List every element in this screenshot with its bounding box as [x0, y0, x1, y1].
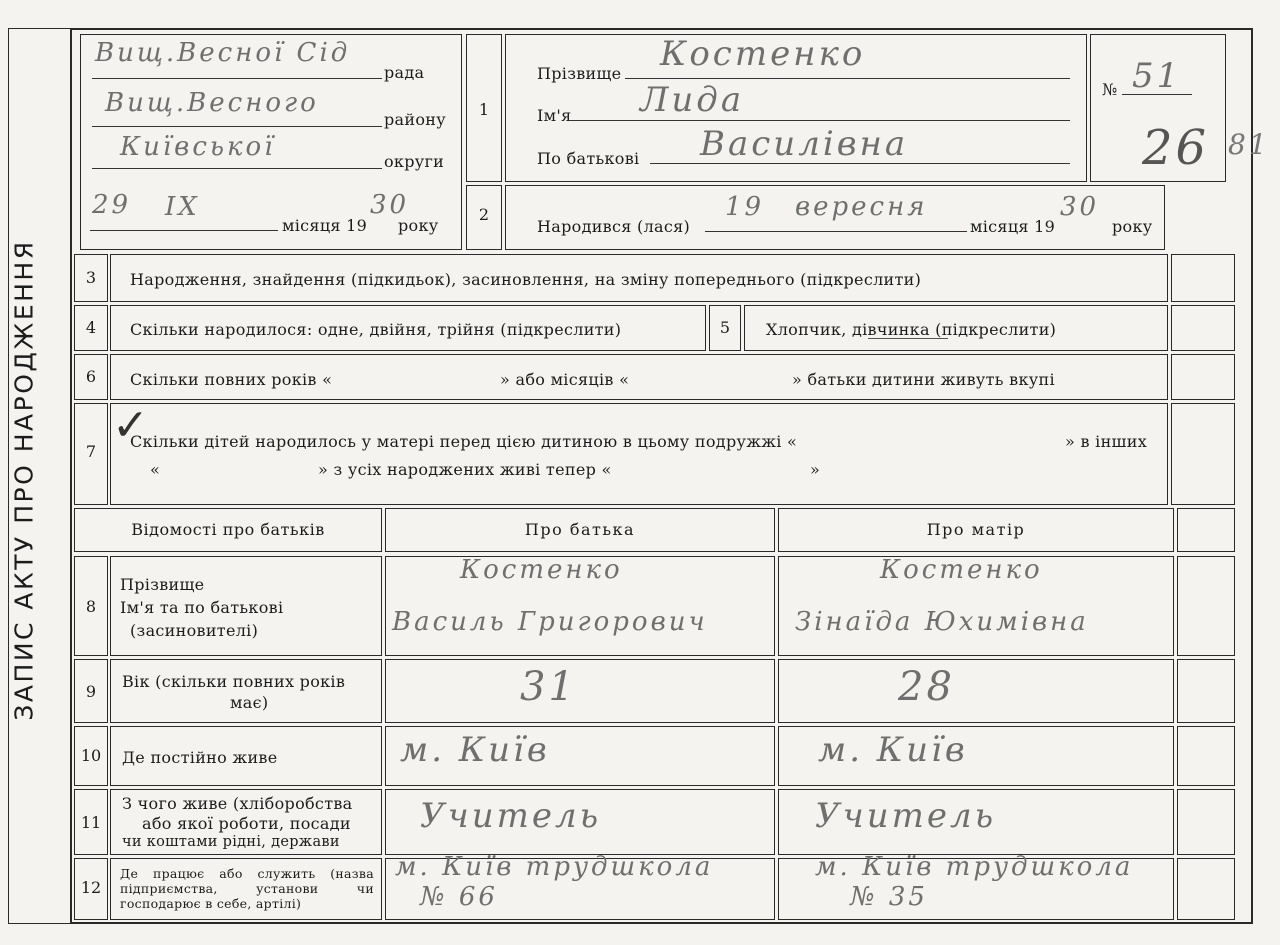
header-father: Про батька	[524, 520, 636, 539]
month-label: місяця 19	[282, 216, 368, 235]
row5-text: Хлопчик, дівчинка (підкреслити)	[766, 320, 1057, 339]
row11-father-occupation: Учитель	[420, 796, 602, 836]
born-month-value: вересня	[795, 192, 928, 222]
header-mother: Про матір	[926, 520, 1026, 539]
born-day-value: 19	[725, 192, 765, 222]
row9-mother-box	[778, 659, 1174, 723]
margin-box-h	[1177, 508, 1235, 552]
row11-num: 11	[80, 813, 102, 832]
row6-text-a: Скільки повних років «	[130, 370, 333, 389]
row9-label-1: Вік (скільки повних років	[122, 672, 346, 691]
row10-num: 10	[80, 746, 102, 765]
surname-line	[625, 78, 1070, 79]
record-no-label: №	[1102, 80, 1118, 99]
month-value: ІХ	[165, 192, 200, 222]
row7-line1-b: » в інших	[1065, 432, 1148, 451]
row10-father-place: м. Київ	[400, 730, 550, 770]
row8-label-1: Прізвище	[120, 575, 205, 594]
margin-box-7	[1171, 403, 1235, 505]
row5-underline	[868, 338, 948, 339]
row11-label-1: З чого живе (хліборобства	[122, 794, 353, 813]
okruha-label: округи	[384, 152, 445, 171]
name-line	[570, 120, 1070, 121]
patronymic-value: Василівна	[700, 124, 909, 164]
patronymic-label: По батькові	[537, 149, 640, 168]
born-month-label: місяця 19	[970, 217, 1056, 236]
row7-line1-a: Скільки дітей народилось у матері перед цією дитиною в цьому подружжі «	[130, 432, 798, 451]
row11-label-3: чи коштами рідні, держави	[122, 834, 340, 850]
row8-label-3: (засиновителі)	[130, 621, 259, 640]
rada-label: рада	[384, 63, 425, 82]
row7-line2-c: »	[810, 460, 821, 479]
row8-mother-name: Зінаїда Юхимівна	[795, 607, 1089, 637]
row9-label-box	[110, 659, 382, 723]
row4-text: Скільки народилося: одне, двійня, трійня (підкреслити)	[130, 320, 622, 339]
row7-box	[110, 403, 1168, 505]
block1-num: 1	[478, 100, 490, 119]
record-extra-2: 81	[1228, 128, 1270, 161]
row12-mother-workplace-2: № 35	[850, 882, 928, 912]
block2-num: 2	[478, 205, 490, 224]
row11-label-2: або якої роботи, посади	[142, 814, 351, 833]
surname-value: Костенко	[660, 34, 866, 74]
margin-box-12	[1177, 858, 1235, 920]
born-year-value: 30	[1060, 192, 1100, 222]
name-value: Лида	[640, 80, 745, 120]
margin-box-11	[1177, 789, 1235, 855]
check-mark: ✓	[112, 400, 152, 451]
date-line	[90, 230, 278, 231]
rayon-label: району	[384, 110, 446, 129]
row6-text-c: » батьки дитини живуть вкупі	[792, 370, 1055, 389]
side-title: ЗАПИС АКТУ ПРО НАРОДЖЕННЯ	[9, 239, 39, 721]
margin-box-6	[1171, 354, 1235, 400]
row9-label-2: має)	[230, 693, 269, 712]
born-year-label: року	[1112, 217, 1153, 236]
row10-mother-place: м. Київ	[818, 730, 968, 770]
row7-num: 7	[85, 442, 97, 461]
row3-text: Народження, знайдення (підкидьок), засиновлення, на зміну попереднього (підкреслити)	[130, 270, 922, 289]
row3-num: 3	[85, 268, 97, 287]
row9-father-box	[385, 659, 775, 723]
row7-line2-a: «	[150, 460, 161, 479]
margin-box-10	[1177, 726, 1235, 786]
record-no-value: 51	[1132, 56, 1182, 96]
row5-num: 5	[719, 318, 731, 337]
rayon-line	[92, 126, 382, 127]
rada-line	[92, 78, 382, 79]
surname-label: Прізвище	[537, 64, 622, 83]
rada-value: Вищ.Весної Сід	[95, 38, 351, 68]
row10-label-1: Де постійно живе	[122, 748, 278, 767]
row6-text-b: » або місяців «	[500, 370, 630, 389]
row6-num: 6	[85, 367, 97, 386]
row4-num: 4	[85, 318, 97, 337]
year-label: року	[398, 216, 439, 235]
header-info: Відомості про батьків	[131, 520, 325, 539]
record-extra-1: 26	[1142, 120, 1210, 176]
name-label: Ім'я	[537, 106, 572, 125]
row11-mother-occupation: Учитель	[815, 796, 997, 836]
row12-father-workplace-2: № 66	[420, 882, 498, 912]
row8-father-surname: Костенко	[460, 555, 623, 585]
row8-num: 8	[85, 597, 97, 616]
margin-box-8	[1177, 556, 1235, 656]
margin-box-3	[1171, 254, 1235, 302]
row9-father-age: 31	[520, 664, 577, 710]
row8-mother-surname: Костенко	[880, 555, 1043, 585]
rayon-value: Вищ.Весного	[105, 88, 319, 118]
born-label: Народився (лася)	[537, 217, 691, 236]
row8-label-2: Ім'я та по батькові	[120, 598, 284, 617]
row12-mother-workplace-1: м. Київ трудшкола	[815, 852, 1134, 882]
okruha-line	[92, 168, 382, 169]
row12-num: 12	[80, 878, 102, 897]
born-date-line	[705, 231, 967, 232]
row8-father-name: Василь Григорович	[392, 607, 708, 637]
row12-father-workplace-1: м. Київ трудшкола	[395, 852, 714, 882]
row7-line2-b: » з усіх народжених живі тепер «	[318, 460, 612, 479]
row12-label: Де працює або служить (назва підприємства, установи чи господарює в себе, артілі)	[120, 866, 374, 911]
margin-box-9	[1177, 659, 1235, 723]
okruha-value: Київської	[120, 132, 276, 162]
year-value: 30	[370, 190, 410, 220]
row9-mother-age: 28	[898, 664, 955, 710]
day-value: 29	[92, 190, 132, 220]
row9-num: 9	[85, 682, 97, 701]
margin-box-4	[1171, 305, 1235, 351]
